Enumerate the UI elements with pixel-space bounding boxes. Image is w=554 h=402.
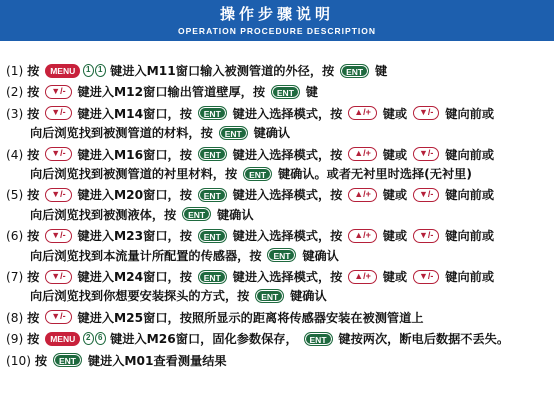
step-text: 键进入选择模式，按 (232, 270, 343, 285)
ent-key-icon: ENT (340, 64, 369, 78)
down-key-icon: ▼/- (413, 188, 439, 202)
down-key-icon: ▼/- (413, 229, 439, 243)
step-text: 按 (27, 229, 40, 244)
page-subtitle: OPERATION PROCEDURE DESCRIPTION (177, 26, 377, 36)
ent-key-icon: ENT (198, 270, 227, 284)
step-number: (7) (6, 270, 24, 285)
ent-key-icon: ENT (271, 85, 300, 99)
step-text: 键 (374, 64, 388, 78)
step-4-continued (6, 165, 552, 184)
step-text: 键确认 (302, 248, 339, 263)
up-key-icon: ▲/+ (348, 188, 377, 202)
step-text: 键向前或 (445, 270, 495, 285)
step-text: 键向前或 (445, 147, 495, 162)
step-5-continued (6, 206, 552, 225)
step-text: 按 (27, 147, 40, 162)
step-text: 键进入M14窗口，按 (77, 106, 192, 121)
step-number: (5) (6, 188, 24, 203)
down-key-icon: ▼/- (45, 310, 71, 324)
step-number: (9) (6, 332, 24, 347)
step-3 (6, 105, 552, 124)
step-text: 键进入选择模式，按 (232, 229, 343, 244)
up-key-icon: ▲/+ (348, 229, 377, 243)
step-text: 键进入M26窗口，固化参数保存， (110, 332, 298, 347)
down-key-icon: ▼/- (413, 147, 439, 161)
digit-1-key-icon: 1 (83, 64, 94, 77)
up-key-icon: ▲/+ (348, 106, 377, 120)
down-key-icon: ▼/- (45, 229, 71, 243)
step-text: 键进入M20窗口，按 (77, 188, 192, 203)
header-banner (0, 0, 554, 41)
step-number: (10) (6, 353, 32, 368)
step-text: 键向前或 (445, 106, 495, 121)
ent-key-icon: ENT (182, 207, 211, 221)
step-text: 按 (27, 106, 40, 121)
step-10 (6, 352, 552, 371)
step-text: 键进入选择模式，按 (232, 106, 343, 121)
step-number: (4) (6, 147, 24, 162)
step-6-continued (6, 247, 552, 266)
down-key-icon: ▼/- (413, 270, 439, 284)
step-number: (6) (6, 229, 24, 244)
down-key-icon: ▼/- (45, 147, 71, 161)
step-9 (6, 330, 552, 349)
menu-key-icon: MENU (45, 332, 80, 346)
step-text: 键进入M11窗口输入被测管道的外径，按 (110, 64, 335, 78)
step-text: 按 (27, 310, 40, 325)
step-number: (2) (6, 85, 24, 100)
step-text: 键进入M16窗口，按 (77, 147, 192, 162)
step-text: 按 (34, 353, 48, 368)
step-text: 键按两次，断电后数据不丢失。 (338, 332, 510, 347)
step-text: 按 (27, 85, 40, 100)
step-text: 键确认。或者无衬里时选择(无衬里) (277, 167, 472, 182)
ent-key-icon: ENT (267, 248, 296, 262)
step-text: 键进入M23窗口，按 (77, 229, 192, 244)
step-text: 键或 (382, 106, 408, 121)
step-5 (6, 186, 552, 205)
ent-key-icon: ENT (53, 353, 82, 367)
ent-key-icon: ENT (198, 188, 227, 202)
step-text: 键或 (382, 188, 408, 203)
up-key-icon: ▲/+ (348, 270, 377, 284)
up-key-icon: ▲/+ (348, 147, 377, 161)
step-6 (6, 227, 552, 246)
ent-key-icon: ENT (198, 147, 227, 161)
step-number: (1) (6, 64, 24, 78)
step-number: (3) (6, 106, 24, 121)
step-number: (8) (6, 310, 24, 325)
step-text: 按 (27, 332, 40, 347)
step-text: 按 (27, 64, 40, 78)
digit-1-key-icon: 1 (95, 64, 106, 77)
step-7-continued (6, 287, 552, 306)
step-text: 键确认 (217, 207, 254, 222)
down-key-icon: ▼/- (45, 188, 71, 202)
ent-key-icon: ENT (219, 126, 248, 140)
step-text: 键 (305, 85, 318, 100)
step-3-continued (6, 124, 552, 143)
step-text: 键进入M12窗口输出管道壁厚，按 (77, 85, 266, 100)
step-text: 键确认 (253, 126, 291, 141)
step-4 (6, 146, 552, 165)
ent-key-icon: ENT (198, 229, 227, 243)
down-key-icon: ▼/- (45, 106, 71, 120)
ent-key-icon: ENT (243, 167, 272, 181)
procedure-steps (6, 62, 552, 371)
step-text: 键向前或 (445, 188, 495, 203)
digit-6-key-icon: 6 (95, 332, 106, 345)
step-text: 键或 (382, 270, 408, 285)
step-2 (6, 83, 552, 102)
page-title: 操作步骤说明 (219, 5, 334, 23)
digit-2-key-icon: 2 (83, 332, 94, 345)
ent-key-icon: ENT (304, 332, 333, 346)
step-text: 按 (27, 188, 40, 203)
step-1 (6, 62, 552, 81)
step-8 (6, 309, 552, 328)
step-text: 键或 (382, 147, 408, 162)
step-text: 键进入选择模式，按 (232, 147, 343, 162)
step-text: 向后浏览找到被测管道的材料，按 (30, 126, 213, 141)
step-text: 键或 (382, 229, 408, 244)
step-text: 向后浏览找到被测液体，按 (30, 207, 177, 222)
step-text: 按 (27, 270, 40, 285)
step-text: 向后浏览找到被测管道的衬里材料，按 (30, 167, 238, 182)
down-key-icon: ▼/- (45, 85, 71, 99)
step-text: 键进入M01查看测量结果 (87, 353, 227, 368)
step-7 (6, 268, 552, 287)
step-text: 向后浏览找到本流量计所配置的传感器，按 (30, 248, 262, 263)
ent-key-icon: ENT (255, 289, 284, 303)
step-text: 向后浏览找到你想要安装探头的方式，按 (30, 289, 250, 304)
step-text: 键向前或 (445, 229, 495, 244)
step-text: 键确认 (290, 289, 327, 304)
down-key-icon: ▼/- (413, 106, 439, 120)
step-text: 键进入选择模式，按 (232, 188, 343, 203)
menu-key-icon: MENU (45, 64, 80, 78)
ent-key-icon: ENT (198, 106, 227, 120)
step-text: 键进入M24窗口，按 (77, 270, 192, 285)
down-key-icon: ▼/- (45, 270, 71, 284)
step-text: 键进入M25窗口，按照所显示的距离将传感器安装在被测管道上 (77, 310, 424, 325)
